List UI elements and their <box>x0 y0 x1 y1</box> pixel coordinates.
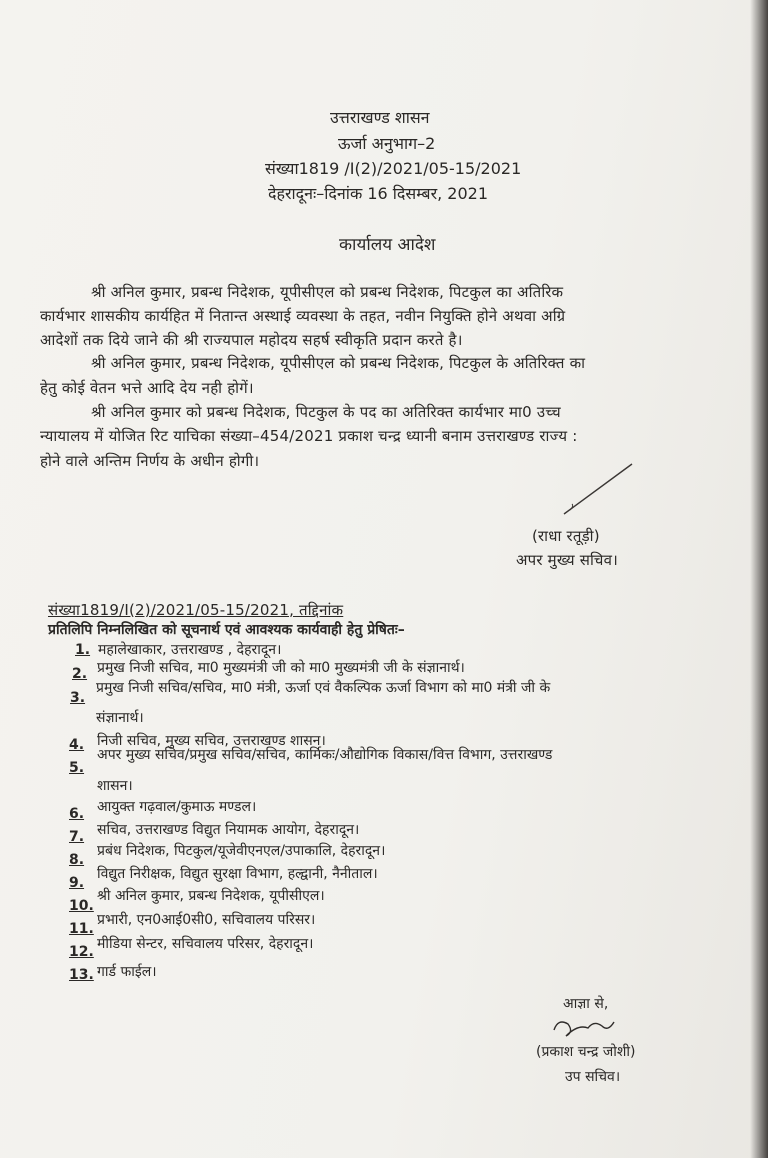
list-item: आयुक्त गढ़वाल/कुमाऊ मण्डल। <box>97 799 257 815</box>
signatory-designation: उप सचिव। <box>565 1069 621 1085</box>
list-item: विद्युत निरीक्षक, विद्युत सुरक्षा विभाग, हल्द्वानी, नैनीताल। <box>97 866 378 882</box>
list-item: श्री अनिल कुमार, प्रबन्ध निदेशक, यूपीसीएल। <box>97 888 325 904</box>
paragraph-line: कार्यभार शासकीय कार्यहित में नितान्त अस्थाई व्यवस्था के तहत, नवीन नियुक्ति होने अथवा अग्रि <box>40 307 566 325</box>
paragraph-line: हेतु कोई वेतन भत्ते आदि देय नही होगें। <box>40 379 254 397</box>
list-item-number: 5. <box>69 760 85 776</box>
paragraph-line: न्यायालय में योजित रिट याचिका संख्या–454/2021 प्रकाश चन्द्र ध्यानी बनाम उत्तराखण्ड राज्य : <box>40 427 578 445</box>
list-item-number: 1. <box>75 642 91 658</box>
paragraph-line: श्री अनिल कुमार को प्रबन्ध निदेशक, पिटकुल के पद का अतिरिक्त कार्यभार मा0 उच्च <box>91 403 561 421</box>
header-ref-number: संख्या1819 /I(2)/2021/05-15/2021 <box>265 159 522 178</box>
list-item-number: 10. <box>69 898 94 914</box>
list-item-number: 6. <box>69 806 85 822</box>
list-item: महालेखाकार, उत्तराखण्ड , देहरादून। <box>98 642 282 658</box>
header-place-date: देहरादूनः–दिनांक 16 दिसम्बर, 2021 <box>268 184 488 203</box>
order-title: कार्यालय आदेश <box>339 235 436 255</box>
list-item-number: 8. <box>69 852 85 868</box>
copy-reference: संख्या1819/I(2)/2021/05-15/2021, तद्दिनांक <box>48 601 344 619</box>
paragraph-line: श्री अनिल कुमार, प्रबन्ध निदेशक, यूपीसीएल को प्रबन्ध निदेशक, पिटकुल का अतिरिक <box>91 283 564 301</box>
page-edge-shadow <box>750 0 768 1158</box>
list-item: प्रमुख निजी सचिव, मा0 मुख्यमंत्री जी को मा0 मुख्यमंत्री जी के संज्ञानार्थ। <box>97 660 465 676</box>
signature-mark <box>548 1010 618 1046</box>
signatory-name: (प्रकाश चन्द्र जोशी) <box>536 1044 636 1060</box>
list-item-continuation: शासन। <box>97 778 133 794</box>
list-item-number: 11. <box>69 921 94 937</box>
paragraph-line: होने वाले अन्तिम निर्णय के अधीन होगी। <box>40 452 260 470</box>
list-item: गार्ड फाईल। <box>97 964 157 980</box>
list-item-number: 9. <box>69 875 85 891</box>
copy-intro: प्रतिलिपि निम्नलिखित को सूचनार्थ एवं आवश्यक कार्यवाही हेतु प्रेषितः– <box>48 622 405 638</box>
list-item-number: 12. <box>69 944 94 960</box>
list-item-number: 7. <box>69 829 85 845</box>
signatory-designation: अपर मुख्य सचिव। <box>516 551 619 569</box>
list-item-number: 3. <box>70 690 86 706</box>
list-item-continuation: संज्ञानार्थ। <box>96 710 144 726</box>
signatory-name: (राधा रतूड़ी) <box>532 527 600 545</box>
list-item: निजी सचिव, मुख्य सचिव, उत्तराखण्ड शासन। <box>97 733 326 749</box>
signature-mark <box>560 460 636 518</box>
list-item: प्रभारी, एन0आई0सी0, सचिवालय परिसर। <box>97 912 316 928</box>
paragraph-line: आदेशों तक दिये जाने की श्री राज्यपाल महोदय सहर्ष स्वीकृति प्रदान करते है। <box>40 331 463 349</box>
paragraph-line: श्री अनिल कुमार, प्रबन्ध निदेशक, यूपीसीएल को प्रबन्ध निदेशक, पिटकुल के अतिरिक्त का <box>91 354 586 372</box>
header-govt: उत्तराखण्ड शासन <box>330 108 430 127</box>
list-item: सचिव, उत्तराखण्ड विद्युत नियामक आयोग, देहरादून। <box>97 822 360 838</box>
list-item-number: 13. <box>69 967 94 983</box>
list-item: मीडिया सेन्टर, सचिवालय परिसर, देहरादून। <box>97 936 314 952</box>
by-order-text: आज्ञा से, <box>563 996 609 1012</box>
list-item: प्रमुख निजी सचिव/सचिव, मा0 मंत्री, ऊर्जा एवं वैकल्पिक ऊर्जा विभाग को मा0 मंत्री जी के <box>96 680 551 696</box>
list-item-number: 2. <box>72 666 88 682</box>
list-item: अपर मुख्य सचिव/प्रमुख सचिव/सचिव, कार्मिकः/औद्योगिक विकास/वित्त विभाग, उत्तराखण्ड <box>97 747 553 763</box>
list-item: प्रबंध निदेशक, पिटकुल/यूजेवीएनएल/उपाकालि, देहरादून। <box>97 843 386 859</box>
list-item-number: 4. <box>69 737 85 753</box>
header-department: ऊर्जा अनुभाग–2 <box>338 134 436 153</box>
